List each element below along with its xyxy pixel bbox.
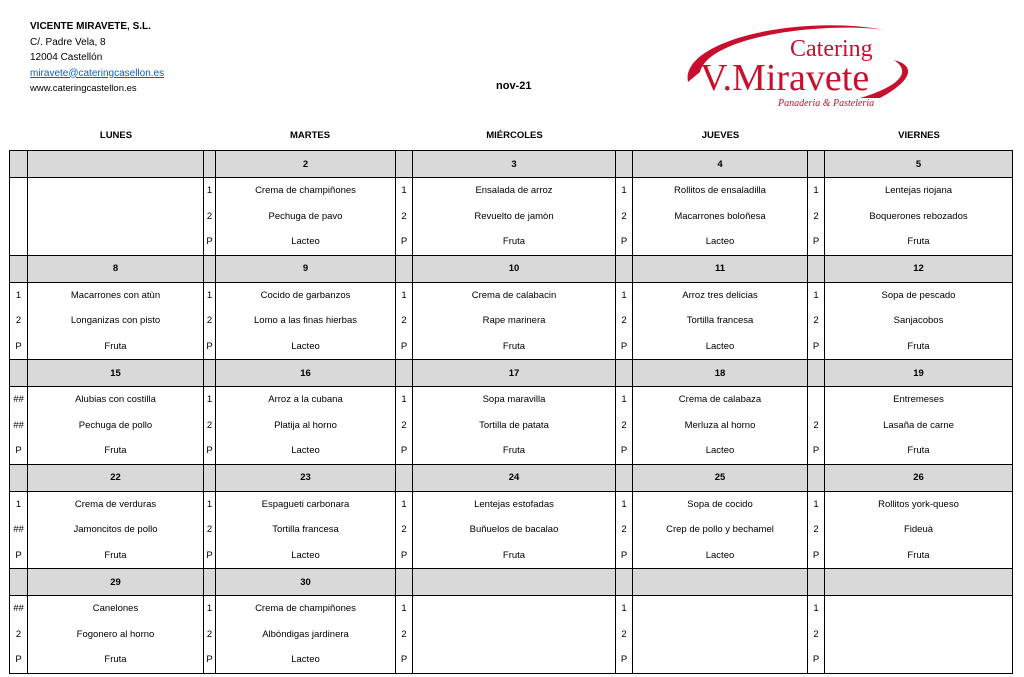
course-number-cell: 1 — [808, 596, 825, 622]
week-date-row — [10, 569, 1013, 596]
menu-course-row — [10, 282, 1013, 308]
course-number-cell: 2 — [616, 308, 633, 334]
weekday-header-2: MIÉRCOLES — [486, 130, 543, 141]
date-cell: 24 — [413, 464, 616, 491]
weekday-headers — [0, 130, 1024, 144]
course-number-cell: P — [808, 438, 825, 464]
course-number-cell: P — [204, 543, 216, 569]
dish-cell: Lacteo — [633, 438, 808, 464]
date-cell: 2 — [216, 151, 396, 178]
dish-cell: Crema de calabaza — [633, 387, 808, 413]
course-number-cell: 2 — [204, 622, 216, 648]
menu-course-row — [10, 308, 1013, 334]
course-number-cell: 1 — [396, 282, 413, 308]
weekday-header-0: LUNES — [99, 130, 133, 141]
date-cell: 12 — [825, 255, 1013, 282]
dish-cell: Fruta — [28, 334, 204, 360]
date-spacer-cell — [396, 464, 413, 491]
course-number-cell: 1 — [10, 282, 28, 308]
dish-cell: Sopa maravilla — [413, 387, 616, 413]
dish-cell — [28, 178, 204, 204]
dish-cell: Fogonero al horno — [28, 622, 204, 648]
dish-cell: Arroz a la cubana — [216, 387, 396, 413]
dish-cell — [825, 647, 1013, 673]
date-spacer-cell — [808, 255, 825, 282]
dish-cell: Espagueti carbonara — [216, 491, 396, 517]
date-cell: 15 — [28, 360, 204, 387]
course-number-cell: ## — [10, 413, 28, 439]
menu-course-row — [10, 517, 1013, 543]
dish-cell: Longanizas con pisto — [28, 308, 204, 334]
date-spacer-cell — [616, 569, 633, 596]
date-cell: 30 — [216, 569, 396, 596]
menu-course-row — [10, 438, 1013, 464]
dish-cell — [28, 204, 204, 230]
course-number-cell: 2 — [204, 413, 216, 439]
menu-course-row — [10, 229, 1013, 255]
dish-cell: Jamoncitos de pollo — [28, 517, 204, 543]
logo-tagline: Panaderia & Pasteleria — [778, 98, 875, 109]
dish-cell: Lentejas estofadas — [413, 491, 616, 517]
course-number-cell: 2 — [808, 204, 825, 230]
dish-cell: Platija al horno — [216, 413, 396, 439]
date-spacer-cell — [10, 151, 28, 178]
course-number-cell: P — [616, 543, 633, 569]
menu-course-row — [10, 178, 1013, 204]
dish-cell: Fruta — [28, 543, 204, 569]
date-spacer-cell — [616, 255, 633, 282]
date-cell: 3 — [413, 151, 616, 178]
dish-cell — [28, 229, 204, 255]
dish-cell: Macarrones con atùn — [28, 282, 204, 308]
course-number-cell: P — [616, 229, 633, 255]
date-cell: 10 — [413, 255, 616, 282]
course-number-cell: P — [396, 543, 413, 569]
dish-cell: Crema de verduras — [28, 491, 204, 517]
course-number-cell: 2 — [396, 413, 413, 439]
course-number-cell: 2 — [616, 413, 633, 439]
course-number-cell: P — [396, 229, 413, 255]
menu-course-row — [10, 413, 1013, 439]
date-spacer-cell — [204, 464, 216, 491]
week-date-row — [10, 151, 1013, 178]
course-number-cell: ## — [10, 517, 28, 543]
course-number-cell — [10, 229, 28, 255]
dish-cell: Fruta — [825, 543, 1013, 569]
monthly-menu-table — [9, 150, 1013, 674]
dish-cell: Lacteo — [216, 543, 396, 569]
weekday-header-4: VIERNES — [898, 130, 940, 141]
course-number-cell: 1 — [616, 491, 633, 517]
course-number-cell: 2 — [616, 622, 633, 648]
company-info — [30, 19, 164, 97]
date-spacer-cell — [10, 360, 28, 387]
date-cell — [825, 569, 1013, 596]
dish-cell: Revuelto de jamòn — [413, 204, 616, 230]
course-number-cell: P — [616, 438, 633, 464]
date-spacer-cell — [10, 464, 28, 491]
course-number-cell: 2 — [396, 622, 413, 648]
course-number-cell: 1 — [204, 178, 216, 204]
course-number-cell: P — [10, 438, 28, 464]
course-number-cell: P — [616, 647, 633, 673]
dish-cell: Sanjacobos — [825, 308, 1013, 334]
course-number-cell: 2 — [396, 204, 413, 230]
course-number-cell: 2 — [616, 517, 633, 543]
course-number-cell: P — [10, 543, 28, 569]
course-number-cell: 1 — [808, 178, 825, 204]
course-number-cell: ## — [10, 596, 28, 622]
date-spacer-cell — [10, 569, 28, 596]
dish-cell: Buñuelos de bacalao — [413, 517, 616, 543]
course-number-cell: 1 — [204, 491, 216, 517]
date-cell: 8 — [28, 255, 204, 282]
course-number-cell: 2 — [10, 308, 28, 334]
date-cell: 17 — [413, 360, 616, 387]
company-address: C/. Padre Vela, 8 — [30, 36, 106, 48]
dish-cell: Entremeses — [825, 387, 1013, 413]
dish-cell: Arroz tres delicias — [633, 282, 808, 308]
course-number-cell: 1 — [616, 596, 633, 622]
date-cell: 19 — [825, 360, 1013, 387]
dish-cell: Lacteo — [633, 334, 808, 360]
date-cell: 9 — [216, 255, 396, 282]
week-date-row — [10, 360, 1013, 387]
dish-cell: Crema de champiñones — [216, 178, 396, 204]
course-number-cell: P — [808, 229, 825, 255]
dish-cell: Fruta — [413, 334, 616, 360]
dish-cell: Tortilla francesa — [633, 308, 808, 334]
course-number-cell: 2 — [10, 622, 28, 648]
weekday-header-1: MARTES — [289, 130, 331, 141]
course-number-cell: 1 — [396, 596, 413, 622]
course-number-cell: 2 — [808, 413, 825, 439]
dish-cell: Cocido de garbanzos — [216, 282, 396, 308]
course-number-cell: 2 — [396, 517, 413, 543]
dish-cell: Tortilla de patata — [413, 413, 616, 439]
dish-cell — [413, 622, 616, 648]
date-cell: 23 — [216, 464, 396, 491]
course-number-cell: 1 — [396, 387, 413, 413]
dish-cell: Sopa de pescado — [825, 282, 1013, 308]
dish-cell: Alubias con costilla — [28, 387, 204, 413]
dish-cell: Rape marinera — [413, 308, 616, 334]
date-spacer-cell — [396, 151, 413, 178]
dish-cell: Fruta — [413, 438, 616, 464]
course-number-cell — [10, 204, 28, 230]
dish-cell — [633, 647, 808, 673]
week-date-row — [10, 464, 1013, 491]
dish-cell: Albóndigas jardinera — [216, 622, 396, 648]
dish-cell: Lentejas riojana — [825, 178, 1013, 204]
dish-cell: Lomo a las finas hierbas — [216, 308, 396, 334]
date-spacer-cell — [808, 360, 825, 387]
dish-cell: Boquerones rebozados — [825, 204, 1013, 230]
course-number-cell: 1 — [204, 387, 216, 413]
menu-course-row — [10, 491, 1013, 517]
course-number-cell: 2 — [204, 517, 216, 543]
course-number-cell: 1 — [396, 491, 413, 517]
course-number-cell: P — [808, 334, 825, 360]
date-spacer-cell — [204, 255, 216, 282]
course-number-cell: ## — [10, 387, 28, 413]
course-number-cell: P — [396, 438, 413, 464]
course-number-cell: P — [10, 647, 28, 673]
dish-cell: Pechuga de pavo — [216, 204, 396, 230]
menu-period: nov-21 — [496, 80, 532, 92]
date-cell: 18 — [633, 360, 808, 387]
date-cell: 29 — [28, 569, 204, 596]
course-number-cell: P — [204, 647, 216, 673]
date-cell: 16 — [216, 360, 396, 387]
date-spacer-cell — [616, 151, 633, 178]
catering-logo — [680, 20, 920, 112]
course-number-cell: 1 — [616, 387, 633, 413]
menu-course-row — [10, 387, 1013, 413]
dish-cell — [413, 647, 616, 673]
course-number-cell: 2 — [396, 308, 413, 334]
course-number-cell: P — [10, 334, 28, 360]
course-number-cell: P — [616, 334, 633, 360]
course-number-cell: 2 — [808, 517, 825, 543]
course-number-cell: P — [204, 438, 216, 464]
dish-cell: Lacteo — [633, 229, 808, 255]
date-spacer-cell — [204, 569, 216, 596]
course-number-cell: P — [396, 647, 413, 673]
date-cell: 5 — [825, 151, 1013, 178]
course-number-cell: 2 — [616, 204, 633, 230]
date-spacer-cell — [396, 569, 413, 596]
course-number-cell: 2 — [204, 308, 216, 334]
dish-cell: Crema de champiñones — [216, 596, 396, 622]
date-spacer-cell — [10, 255, 28, 282]
dish-cell: Fruta — [825, 229, 1013, 255]
date-spacer-cell — [396, 360, 413, 387]
date-cell — [28, 151, 204, 178]
dish-cell: Crep de pollo y bechamel — [633, 517, 808, 543]
dish-cell: Crema de calabacin — [413, 282, 616, 308]
week-date-row — [10, 255, 1013, 282]
company-website: www.cateringcastellon.es — [30, 83, 137, 94]
menu-course-row — [10, 622, 1013, 648]
course-number-cell: P — [808, 647, 825, 673]
dish-cell: Rollitos de ensaladilla — [633, 178, 808, 204]
course-number-cell: 1 — [616, 178, 633, 204]
company-city: 12004 Castellón — [30, 52, 103, 63]
date-spacer-cell — [204, 360, 216, 387]
course-number-cell: 1 — [204, 282, 216, 308]
course-number-cell: 1 — [808, 282, 825, 308]
date-cell: 26 — [825, 464, 1013, 491]
dish-cell — [633, 622, 808, 648]
menu-course-row — [10, 596, 1013, 622]
dish-cell: Sopa de cocido — [633, 491, 808, 517]
course-number-cell: 1 — [616, 282, 633, 308]
date-spacer-cell — [204, 151, 216, 178]
date-spacer-cell — [808, 151, 825, 178]
dish-cell: Lacteo — [216, 647, 396, 673]
dish-cell — [825, 622, 1013, 648]
date-cell: 4 — [633, 151, 808, 178]
date-cell: 25 — [633, 464, 808, 491]
date-spacer-cell — [616, 464, 633, 491]
dish-cell: Rollitos york-queso — [825, 491, 1013, 517]
course-number-cell: 1 — [10, 491, 28, 517]
menu-course-row — [10, 204, 1013, 230]
menu-course-row — [10, 647, 1013, 673]
company-name: VICENTE MIRAVETE, S.L. — [30, 21, 151, 32]
logo-line2: V.Miravete — [700, 57, 870, 99]
date-spacer-cell — [808, 464, 825, 491]
course-number-cell: P — [808, 543, 825, 569]
dish-cell: Fruta — [825, 334, 1013, 360]
course-number-cell: 2 — [808, 622, 825, 648]
course-number-cell: 2 — [808, 308, 825, 334]
dish-cell: Lasaña de carne — [825, 413, 1013, 439]
dish-cell: Fruta — [28, 647, 204, 673]
menu-course-row — [10, 334, 1013, 360]
dish-cell: Lacteo — [216, 229, 396, 255]
course-number-cell: 1 — [204, 596, 216, 622]
date-cell — [413, 569, 616, 596]
dish-cell: Macarrones boloñesa — [633, 204, 808, 230]
course-number-cell — [808, 387, 825, 413]
course-number-cell: P — [396, 334, 413, 360]
dish-cell: Lacteo — [216, 334, 396, 360]
dish-cell: Ensalada de arroz — [413, 178, 616, 204]
course-number-cell: 1 — [396, 178, 413, 204]
dish-cell: Pechuga de pollo — [28, 413, 204, 439]
course-number-cell — [10, 178, 28, 204]
dish-cell: Lacteo — [216, 438, 396, 464]
dish-cell — [413, 596, 616, 622]
course-number-cell: 2 — [204, 204, 216, 230]
date-spacer-cell — [616, 360, 633, 387]
logo-line1: Catering — [790, 36, 873, 62]
dish-cell: Tortilla francesa — [216, 517, 396, 543]
dish-cell — [633, 596, 808, 622]
dish-cell: Fruta — [413, 543, 616, 569]
dish-cell: Fruta — [413, 229, 616, 255]
menu-course-row — [10, 543, 1013, 569]
dish-cell: Lacteo — [633, 543, 808, 569]
dish-cell: Fruta — [825, 438, 1013, 464]
dish-cell — [825, 596, 1013, 622]
date-spacer-cell — [808, 569, 825, 596]
date-spacer-cell — [396, 255, 413, 282]
course-number-cell: P — [204, 334, 216, 360]
dish-cell: Fideuà — [825, 517, 1013, 543]
course-number-cell: P — [204, 229, 216, 255]
date-cell: 11 — [633, 255, 808, 282]
date-cell: 22 — [28, 464, 204, 491]
company-email-link[interactable]: miravete@cateringcasellon.es — [30, 67, 165, 79]
dish-cell: Canelones — [28, 596, 204, 622]
course-number-cell: 1 — [808, 491, 825, 517]
dish-cell: Merluza al horno — [633, 413, 808, 439]
weekday-header-3: JUEVES — [701, 130, 740, 141]
date-cell — [633, 569, 808, 596]
dish-cell: Fruta — [28, 438, 204, 464]
